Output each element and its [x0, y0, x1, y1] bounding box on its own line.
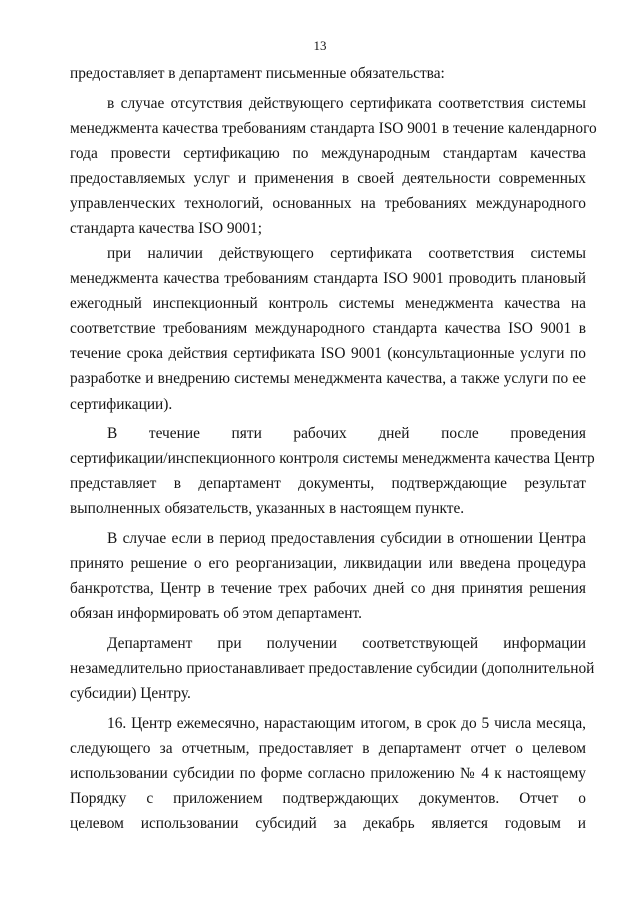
- text-line: выполненных обязательств, указанных в настоящем пункте.: [70, 500, 465, 517]
- text-line: предоставляет в департамент письменные обязательства:: [70, 65, 445, 82]
- text-line: принято решение о его реорганизации, ликвидации или введена процедура: [70, 555, 586, 572]
- text-line: представляет в департамент документы, подтверждающие результат: [70, 475, 586, 492]
- text-line: менеджмента качества требованиям стандарта ISO 9001 в течение календарного: [70, 120, 597, 137]
- text-line: управленческих технологий, основанных на требованиях международного: [70, 195, 586, 212]
- text-line: при наличии действующего сертификата соответствия системы: [107, 245, 586, 262]
- text-line: соответствие требованиям международного стандарта качества ISO 9001 в: [70, 320, 586, 337]
- text-line: предоставляемых услуг и применения в своей деятельности современных: [70, 170, 586, 187]
- text-line: субсидии) Центру.: [70, 685, 191, 702]
- text-line: незамедлительно приостанавливает предоставление субсидии (дополнительной: [70, 660, 595, 677]
- text-line: следующего за отчетным, предоставляет в департамент отчет о целевом: [70, 740, 586, 757]
- text-line: года провести сертификацию по международным стандартам качества: [70, 145, 586, 162]
- text-line: В течение пяти рабочих дней после проведения: [107, 425, 586, 442]
- text-line: Порядку с приложением подтверждающих документов. Отчет о: [70, 790, 586, 807]
- text-line: течение срока действия сертификата ISO 9001 (консультационные услуги по: [70, 345, 586, 362]
- text-line: обязан информировать об этом департамент.: [70, 605, 362, 622]
- text-line: в случае отсутствия действующего сертификата соответствия системы: [107, 95, 586, 112]
- text-line: 16. Центр ежемесячно, нарастающим итогом, в срок до 5 числа месяца,: [107, 715, 586, 732]
- text-line: сертификации).: [70, 396, 173, 413]
- text-line: банкротства, Центр в течение трех рабочих дней со дня принятия решения: [70, 580, 586, 597]
- text-line: разработке и внедрению системы менеджмента качества, а также услуги по ее: [70, 370, 586, 387]
- text-line: стандарта качества ISO 9001;: [70, 220, 262, 237]
- text-line: использовании субсидии по форме согласно приложению № 4 к настоящему: [70, 765, 586, 782]
- page-number: 13: [313, 38, 327, 53]
- text-line: В случае если в период предоставления субсидии в отношении Центра: [107, 530, 586, 547]
- text-line: целевом использовании субсидий за декабрь является годовым и: [70, 815, 586, 832]
- text-line: сертификации/инспекционного контроля системы менеджмента качества Центр: [70, 450, 595, 467]
- text-line: менеджмента качества требованиям стандарта ISO 9001 проводить плановый: [70, 270, 586, 287]
- text-line: ежегодный инспекционный контроль системы менеджмента качества на: [70, 295, 586, 312]
- text-line: Департамент при получении соответствующей информации: [107, 635, 586, 652]
